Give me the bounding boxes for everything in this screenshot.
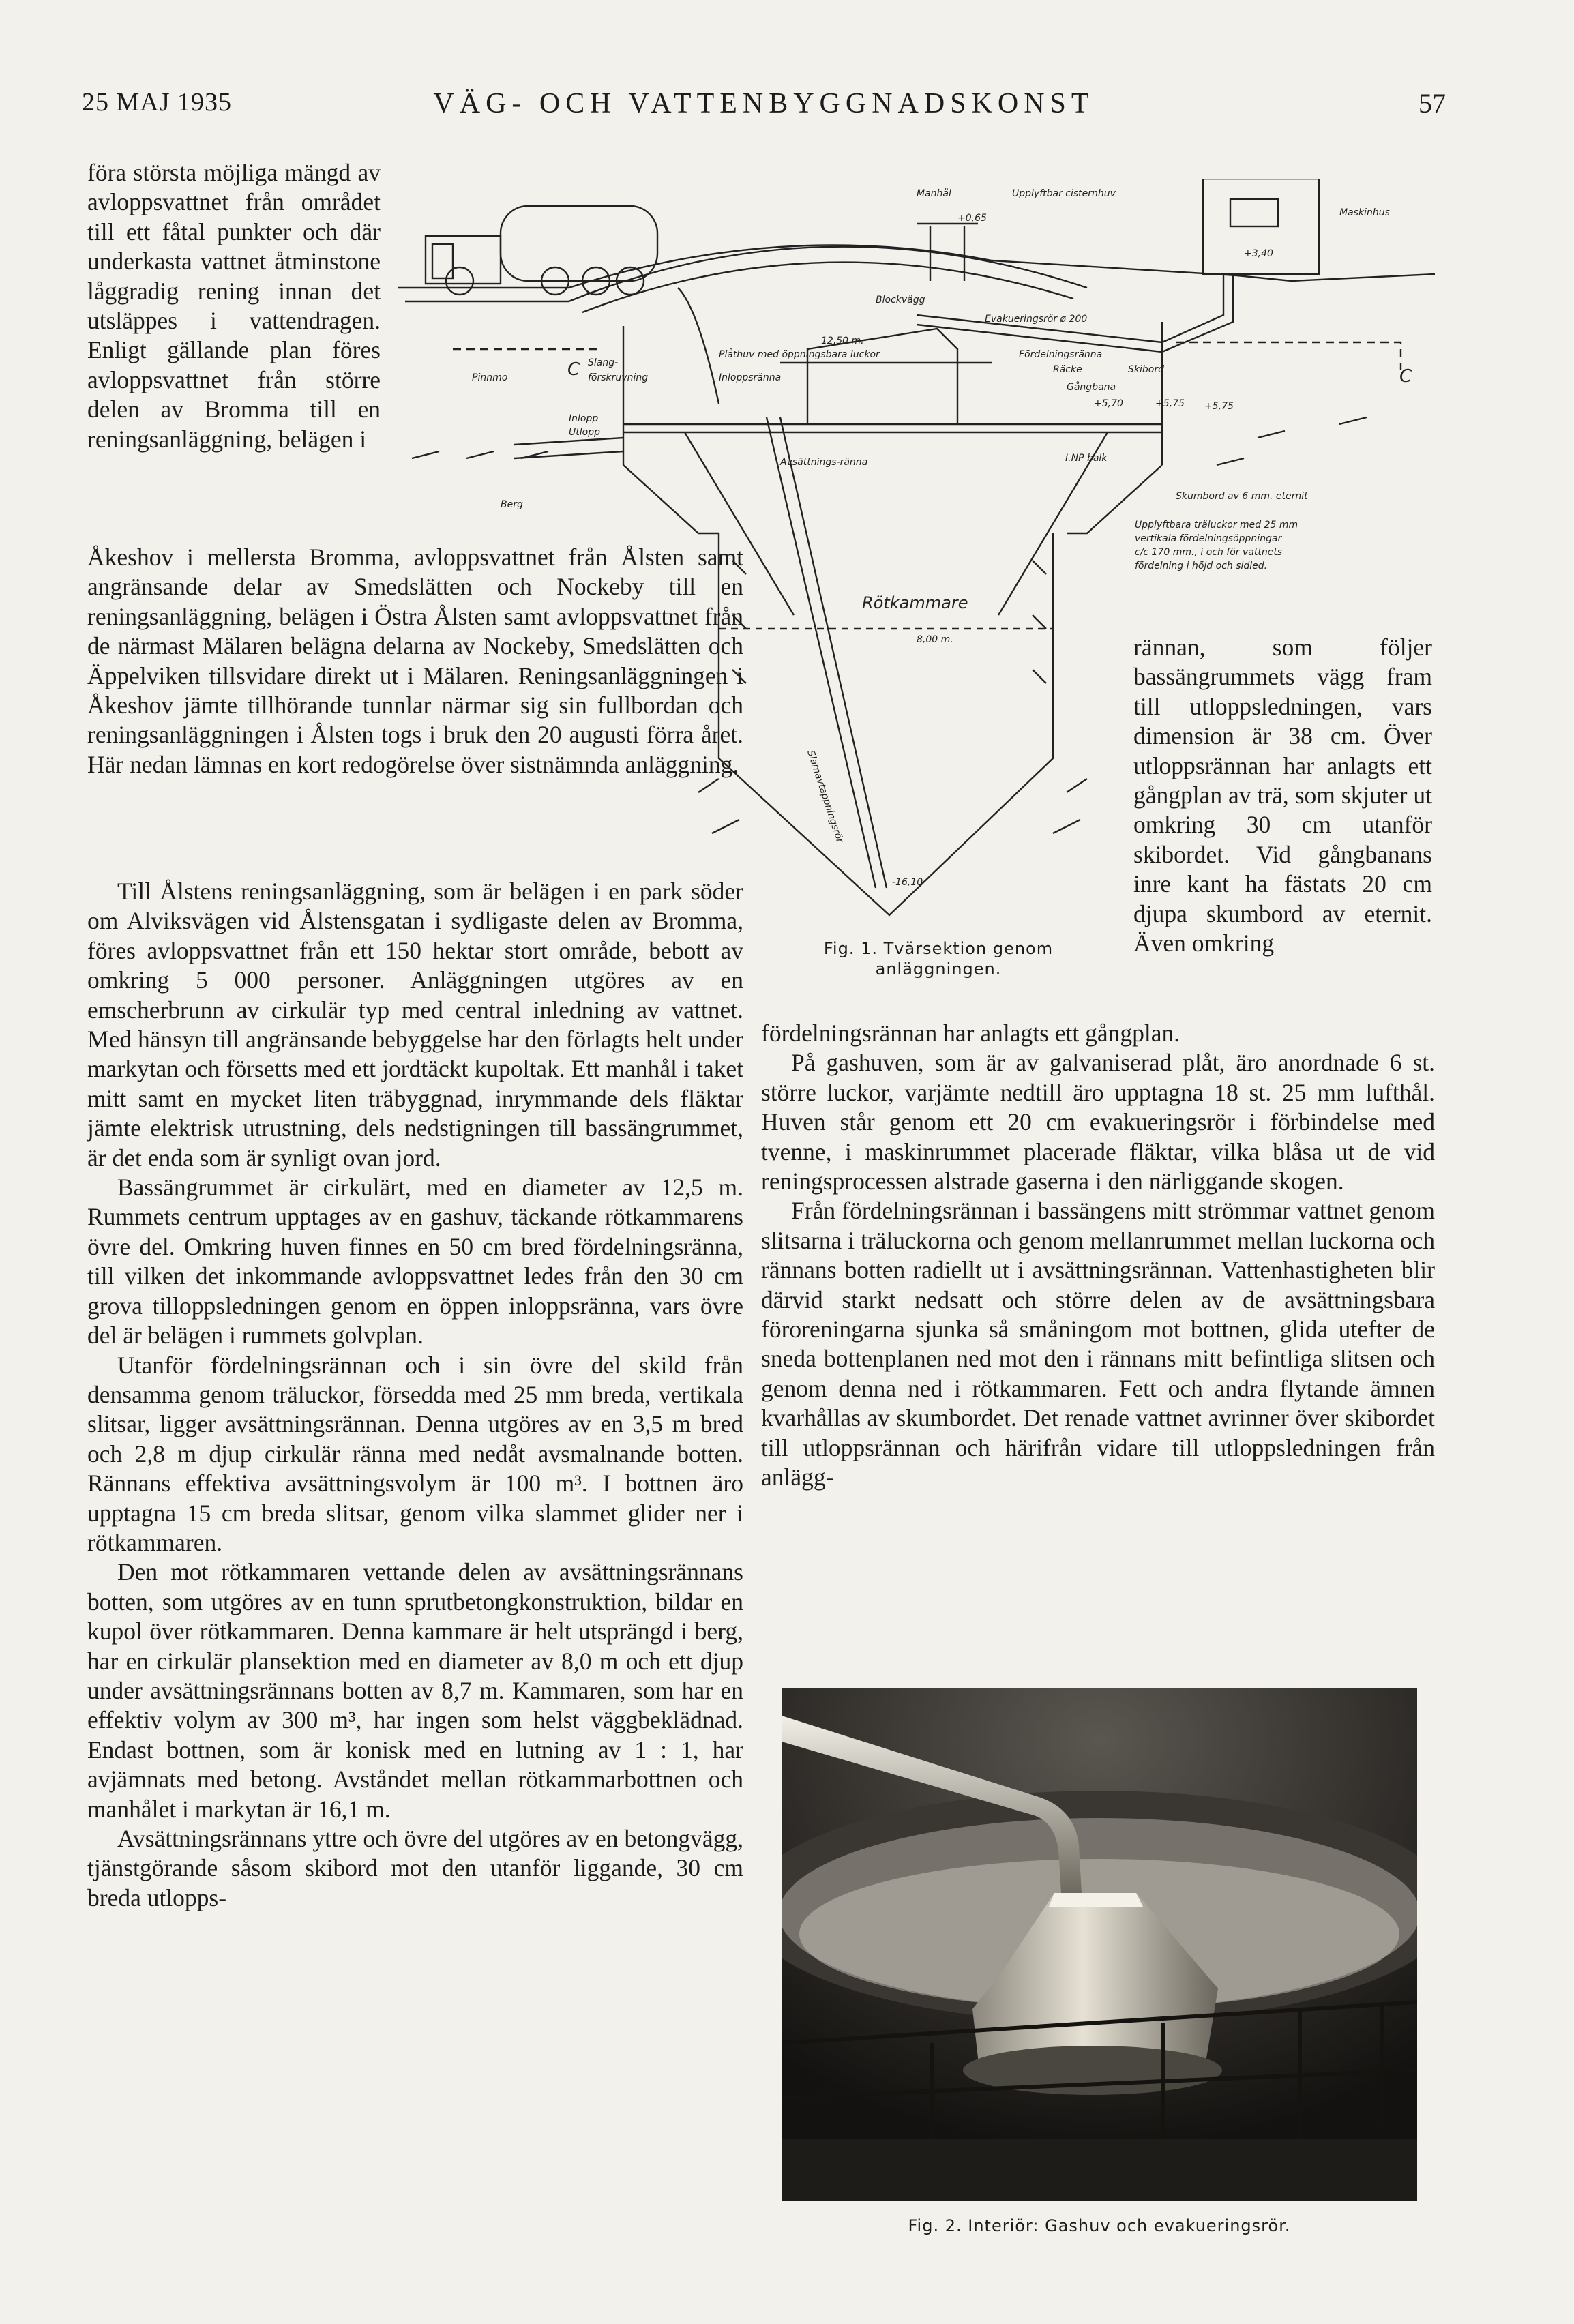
right-body bbox=[761, 1019, 1435, 1493]
label-inlopp: Inlopp bbox=[569, 413, 599, 424]
label-cisternhuv: Upplyftbar cisternhuv bbox=[1012, 188, 1116, 199]
issue-date: 25 MAJ 1935 bbox=[82, 88, 233, 117]
label-elev-575b: +5,75 bbox=[1204, 401, 1234, 412]
left-body bbox=[87, 877, 743, 1913]
label-traluckor-1: Upplyftbara träluckor med 25 mm bbox=[1135, 520, 1298, 531]
label-manhal: Manhål bbox=[917, 188, 951, 199]
label-c-left: C bbox=[567, 359, 580, 380]
paragraph-alsten: Till Ålstens reningsanläggning, som är belägen i en park söder om Alviksvägen vid Ålstensgatan i sydligaste delen av Bromma, föres avloppsvattnet från ett 150 hektar stort område, bebott av omkring 5 000 personer. Anläggningen utgöres av en emscherbrunn av cirkulär typ med central inledning av vattnet. Med hänsyn till angränsande bebyggelse har den förlagts helt under markytan och försetts med ett jordtäckt kupoltak. Ett manhål i taket mitt samt en mycket liten träbyggnad, inrymmande dels fläktar jämte elektrisk utrustning, dels nedstigningen till bassängrummet, är det enda som är synligt ovan jord. bbox=[87, 878, 743, 1172]
page-number: 57 bbox=[1419, 88, 1446, 119]
figure2-caption: Fig. 2. Interiör: Gashuv och evakueringsrör. bbox=[908, 2216, 1291, 2235]
label-traluckor-4: fördelning i höjd och sidled. bbox=[1135, 561, 1268, 571]
paragraph-intro-wrapped bbox=[87, 158, 381, 454]
label-bottom-elev: -16,10 bbox=[892, 877, 923, 888]
paragraph-fordelning: Utanför fördelningsrännan och i sin övre del skild från densamma genom träluckor, försedda med 25 mm breda, vertikala slitsar, ligger avsättningsrännan. Denna utgöres av en 3,5 m bred och 2,8 m djup cirkulär ränna med nedåt avsmalnande botten. Rännans effektiva avsättningsvolym är 100 m³. I bottnen äro upptagna 15 cm breda slitsar, genom vilka slammet glider ner i rötkammaren. bbox=[87, 1351, 743, 1556]
label-elev-top: +0,65 bbox=[957, 213, 987, 224]
intro-continued-text: Åkeshov i mellersta Bromma, avloppsvattnet från Ålsten samt angränsande delar av Smedslätten och Nockeby till en reningsanläggning, belägen i Östra Ålsten samt avloppsvattnet från de närmast Mälaren belägna delarna av Nockeby, Smedslätten och Äppelviken tillsvidare direkt ut i Mälaren. Reningsanläggningen i Åkeshov jämte tillhörande tunnlar närmar sig sin fullbordan och reningsanläggningen i Ålsten togs i bruk den 20 augusti förra året. Här nedan lämnas en kort redogörelse över sistnämnda anläggning. bbox=[87, 543, 743, 778]
label-traluckor-2: vertikala fördelningsöppningar bbox=[1135, 533, 1282, 544]
page-header bbox=[82, 87, 1446, 128]
label-skibord: Skibord bbox=[1128, 364, 1164, 375]
label-npbalk: I.NP balk bbox=[1065, 453, 1108, 464]
label-forskruvning: förskruvning bbox=[588, 372, 649, 383]
figure1-caption: Fig. 1. Tvärsektion genom anläggningen. bbox=[823, 939, 1054, 979]
label-c-right: C bbox=[1399, 366, 1412, 387]
label-slang: Slang- bbox=[588, 357, 619, 368]
label-maskinhus: Maskinhus bbox=[1339, 207, 1390, 218]
label-platluckor: Plåthuv med öppningsbara luckor bbox=[719, 349, 880, 360]
label-berg: Berg bbox=[501, 499, 523, 510]
label-evakueringsror: Evakueringsrör ø 200 bbox=[985, 314, 1088, 325]
photo-gashuv-illustration bbox=[782, 1688, 1417, 2201]
utlopp-text: rännan, som följer bassängrummets vägg fram till utloppsledningen, vars dimension är 38 cm. Över utloppsrännan har anlagts ett gångplan av trä, som skjuter ut omkring 30 cm utanför skibordet. Vid gångbanans inre kant ha fästats 20 cm djupa skumbord av eternit. Även omkring bbox=[1133, 634, 1432, 957]
label-racke: Räcke bbox=[1053, 364, 1082, 375]
label-elev-575: +5,75 bbox=[1155, 398, 1185, 409]
label-pinnmo: Pinnmo bbox=[472, 372, 508, 383]
paragraph-avsattning: Avsättningsrännans yttre och övre del utgöres av en betongvägg, tjänstgörande såsom skibord mot den utanför liggande, 30 cm breda utlopps- bbox=[87, 1825, 743, 1911]
label-slamavtappningsror: Slamavtappningsrör bbox=[805, 749, 846, 844]
paragraph-gashuv: På gashuven, som är av galvaniserad plåt, äro anordnade 6 st. större luckor, varjämte nedtill äro upptagna 18 st. 25 mm lufthål. Huven står genom ett 20 cm evakueringsrör i förbindelse med tvenne, i maskinrummet placerade fläktar, vilka blåsa ut de vid reningsprocessen alstrade gaserna i den närliggande skogen. bbox=[761, 1049, 1435, 1195]
label-utlopp: Utlopp bbox=[569, 427, 600, 438]
label-avsattningsranna: Avsättnings-ränna bbox=[780, 457, 868, 468]
label-rotkammare: Rötkammare bbox=[862, 593, 968, 612]
label-elev-570: +5,70 bbox=[1094, 398, 1123, 409]
label-gangbana: Gångbana bbox=[1067, 382, 1116, 393]
intro-text: föra största möjliga mängd av avloppsvattnet från området till ett fåtal punkter och där underkasta vattnet åtminstone låggradig rening innan det utsläppes i vattendragen. Enligt gällande plan föres avloppsvattnet från större delen av Bromma till en reningsanläggning, belägen i bbox=[87, 159, 381, 453]
label-fordelningsranna: Fördelningsränna bbox=[1019, 349, 1103, 360]
label-skumbord: Skumbord av 6 mm. eternit bbox=[1176, 491, 1308, 502]
label-dim-800: 8,00 m. bbox=[917, 634, 953, 645]
figure-cross-section bbox=[398, 179, 1435, 917]
label-inloppsranna: Inloppsränna bbox=[719, 372, 782, 383]
label-traluckor-3: c/c 170 mm., i och för vattnets bbox=[1135, 547, 1283, 558]
paragraph-bassangrum: Bassängrummet är cirkulärt, med en diameter av 12,5 m. Rummets centrum upptages av en gashuv, täckande rötkammarens övre del. Omkring huven finnes en 50 cm bred fördelningsränna, till vilken det inkommande avloppsvattnet ledes från den 30 cm grova tilloppsledningen genom en öppen inloppsränna, vars övre del är belägen i rummets golvplan. bbox=[87, 1174, 743, 1350]
paragraph-strommar: Från fördelningsrännan i bassängens mitt strömmar vattnet genom slitsarna i träluckorna och genom mellanrummet mellan luckorna och rännans botten radiellt ut i avsättningsrännan. Vattenhastigheten blir därvid starkt nedsatt och större delen av de avsättningsbara föroreningarna sjunka så småningom mot bottnen, glida utefter de sneda bottenplanen ned mot den i rännans mitt befintliga slitsen och genom denna ned i rötkammaren. Fett och andra flytande ämnen kvarhållas av skumbordet. Det renade vattnet avrinner över skibordet till utloppsrännan och härifrån vidare till utloppsledningen från anlägg- bbox=[761, 1197, 1435, 1491]
paragraph-rotkammare: Den mot rötkammaren vettande delen av avsättningsrännans botten, som utgöres av en tunn sprutbetongkonstruktion, bildar en kupol över rötkammaren. Denna kammare är helt utsprängd i berg, har en cirkulär plansektion med en diameter av 8,0 m och ett djup under avsättningsrännans botten av 8,7 m. Kammaren, som har en effektiv volym av 300 m³, har ingen som helst väggbeklädnad. Endast bottnen, som är konisk med en lutning av 1 : 1, har avjämnats med betong. Avståndet mellan rötkammarbottnen och manhålet i markytan är 16,1 m. bbox=[87, 1558, 743, 1823]
figure2-photo bbox=[782, 1688, 1417, 2201]
label-elev-340: +3,40 bbox=[1244, 248, 1273, 259]
label-dim-1250: 12,50 m. bbox=[821, 336, 864, 346]
paragraph-gangplan: fördelningsrännan har anlagts ett gångplan. bbox=[761, 1019, 1180, 1047]
journal-title: VÄG- OCH VATTENBYGGNADSKONST bbox=[433, 88, 1095, 119]
label-blockvagg: Blockvägg bbox=[876, 295, 925, 306]
